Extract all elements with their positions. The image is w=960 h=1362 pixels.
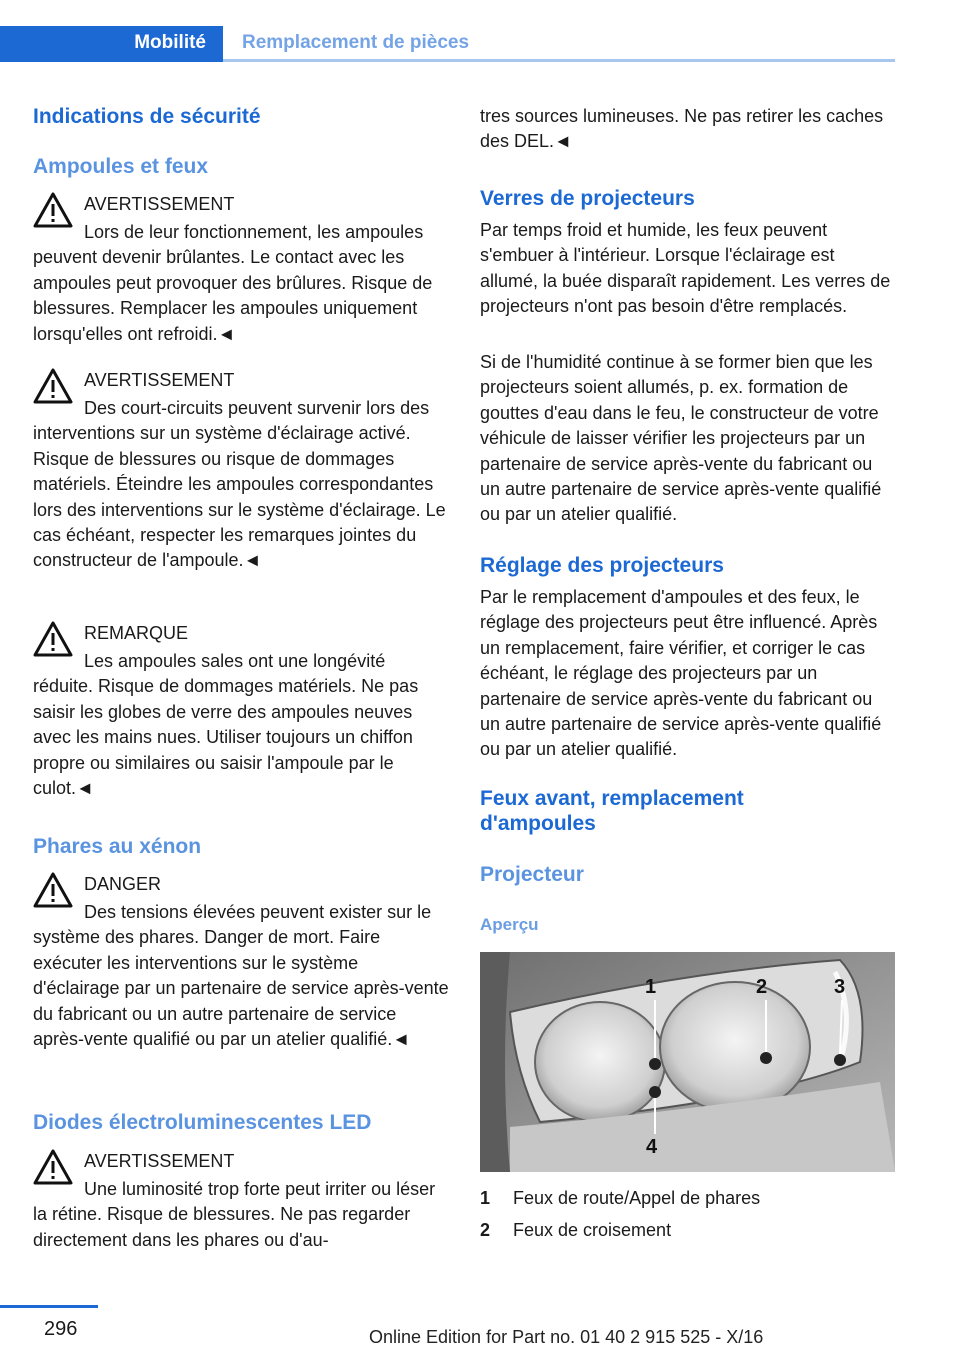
edition-note: Online Edition for Part no. 01 40 2 915 525 - X/16 xyxy=(369,1327,764,1347)
header-rule xyxy=(223,59,895,62)
verres-paragraph-2: Si de l'humidité continue à se former bien que les projecteurs soient allumés, p. ex. formation de gouttes d'eau dans le feu, le constructeur de votre véhicule de laisser vérifier les projecteurs par un partenaire de service après-vente du fabricant ou un autre partenaire de service après-vente qualifié ou par un atelier qualifié. xyxy=(480,352,882,525)
note-text: Les ampoules sales ont une longévité réduite. Risque de dommages matériels. Ne pas saisir les globes de verre des ampoules neuves avec les mains nues. Utiliser toujours un chiffon propre ou similaires ou saisir l'ampoule par le culot.◄ xyxy=(33,651,419,799)
heading-apercu: Aperçu xyxy=(480,915,539,934)
warning-title: AVERTISSEMENT xyxy=(84,1151,235,1171)
legend-number: 1 xyxy=(480,1188,491,1208)
tab-mobilite xyxy=(0,26,223,62)
legend-text: Feux de route/Appel de phares xyxy=(513,1188,761,1208)
page-number: 296 xyxy=(44,1318,78,1340)
section-title-securite: Indications de sécurité xyxy=(33,105,261,128)
danger-title: DANGER xyxy=(84,874,162,894)
heading-ampoules-feux: Ampoules et feux xyxy=(33,155,209,178)
warning-title: AVERTISSEMENT xyxy=(84,194,235,214)
warning-text: Des court-circuits peuvent survenir lors des interventions sur un système d'éclairage activé. Risque de blessures ou risque de dommages matériels. Éteindre les ampoules correspondantes lors des interventions sur le système d'éclairage. Le cas échéant, respecter les remarques jointes du constructeur de l'ampoule.◄ xyxy=(33,398,446,571)
headlight-figure xyxy=(480,952,895,1172)
warning-text: Lors de leur fonctionnement, les ampoules peuvent devenir brûlantes. Le contact avec les ampoules peut provoquer des brûlures. Risque de blessures. Remplacer les ampoules uniquement lorsqu'elles ont refroidi.◄ xyxy=(33,222,433,344)
reglage-paragraph: Par le remplacement d'ampoules et des feux, le réglage des projecteurs peut être influencé. Après un remplacement, faire vérifier, et corriger le cas échéant, le réglage des projecteurs par un partenaire de service après-vente du fabricant ou un autre partenaire de service après-vente qualifié ou par un atelier qualifié. xyxy=(480,587,882,760)
heading-phares-xenon: Phares au xénon xyxy=(33,835,202,858)
verres-paragraph-1: Par temps froid et humide, les feux peuvent s'embuer à l'intérieur. Lorsque l'éclairage est allumé, la buée disparaît rapidement. Les verres de projecteurs n'ont pas besoin d'être remplacés. xyxy=(480,220,891,317)
tab-remplacement-label: Remplacement de pièces xyxy=(242,32,470,53)
footer-rule xyxy=(0,1305,98,1308)
warning-title: AVERTISSEMENT xyxy=(84,370,235,390)
figure-label: 4 xyxy=(646,1136,658,1158)
note-title: REMARQUE xyxy=(84,623,189,643)
headlight-illustration xyxy=(480,952,895,1172)
continued-text: tres sources lumineuses. Ne pas retirer les caches des DEL.◄ xyxy=(480,106,884,152)
heading-diodes-led: Diodes électroluminescentes LED xyxy=(33,1111,372,1134)
legend-number: 2 xyxy=(480,1220,491,1240)
legend-text: Feux de croisement xyxy=(513,1220,672,1240)
tab-mobilite-label: Mobilité xyxy=(134,32,206,53)
heading-verres-projecteurs: Verres de projecteurs xyxy=(480,187,695,210)
warning-text: Une luminosité trop forte peut irriter ou léser la rétine. Risque de blessures. Ne pas regarder directement dans les phares ou d'au- xyxy=(33,1179,436,1250)
figure-label: 3 xyxy=(834,976,846,998)
danger-text: Des tensions élevées peuvent exister sur le système des phares. Danger de mort. Faire exécuter les interventions sur le système d'éclairage par un partenaire de service après-vente du fabricant ou un autre partenaire de service après-vente qualifié ou par un atelier qualifié.◄ xyxy=(33,902,449,1050)
heading-reglage-projecteurs: Réglage des projecteurs xyxy=(480,554,724,577)
figure-label: 2 xyxy=(756,976,768,998)
section-tabs xyxy=(0,26,895,62)
heading-projecteur: Projecteur xyxy=(480,863,584,886)
heading-feux-avant: Feux avant, remplacement d'ampoules xyxy=(480,787,744,835)
figure-label: 1 xyxy=(645,976,657,998)
